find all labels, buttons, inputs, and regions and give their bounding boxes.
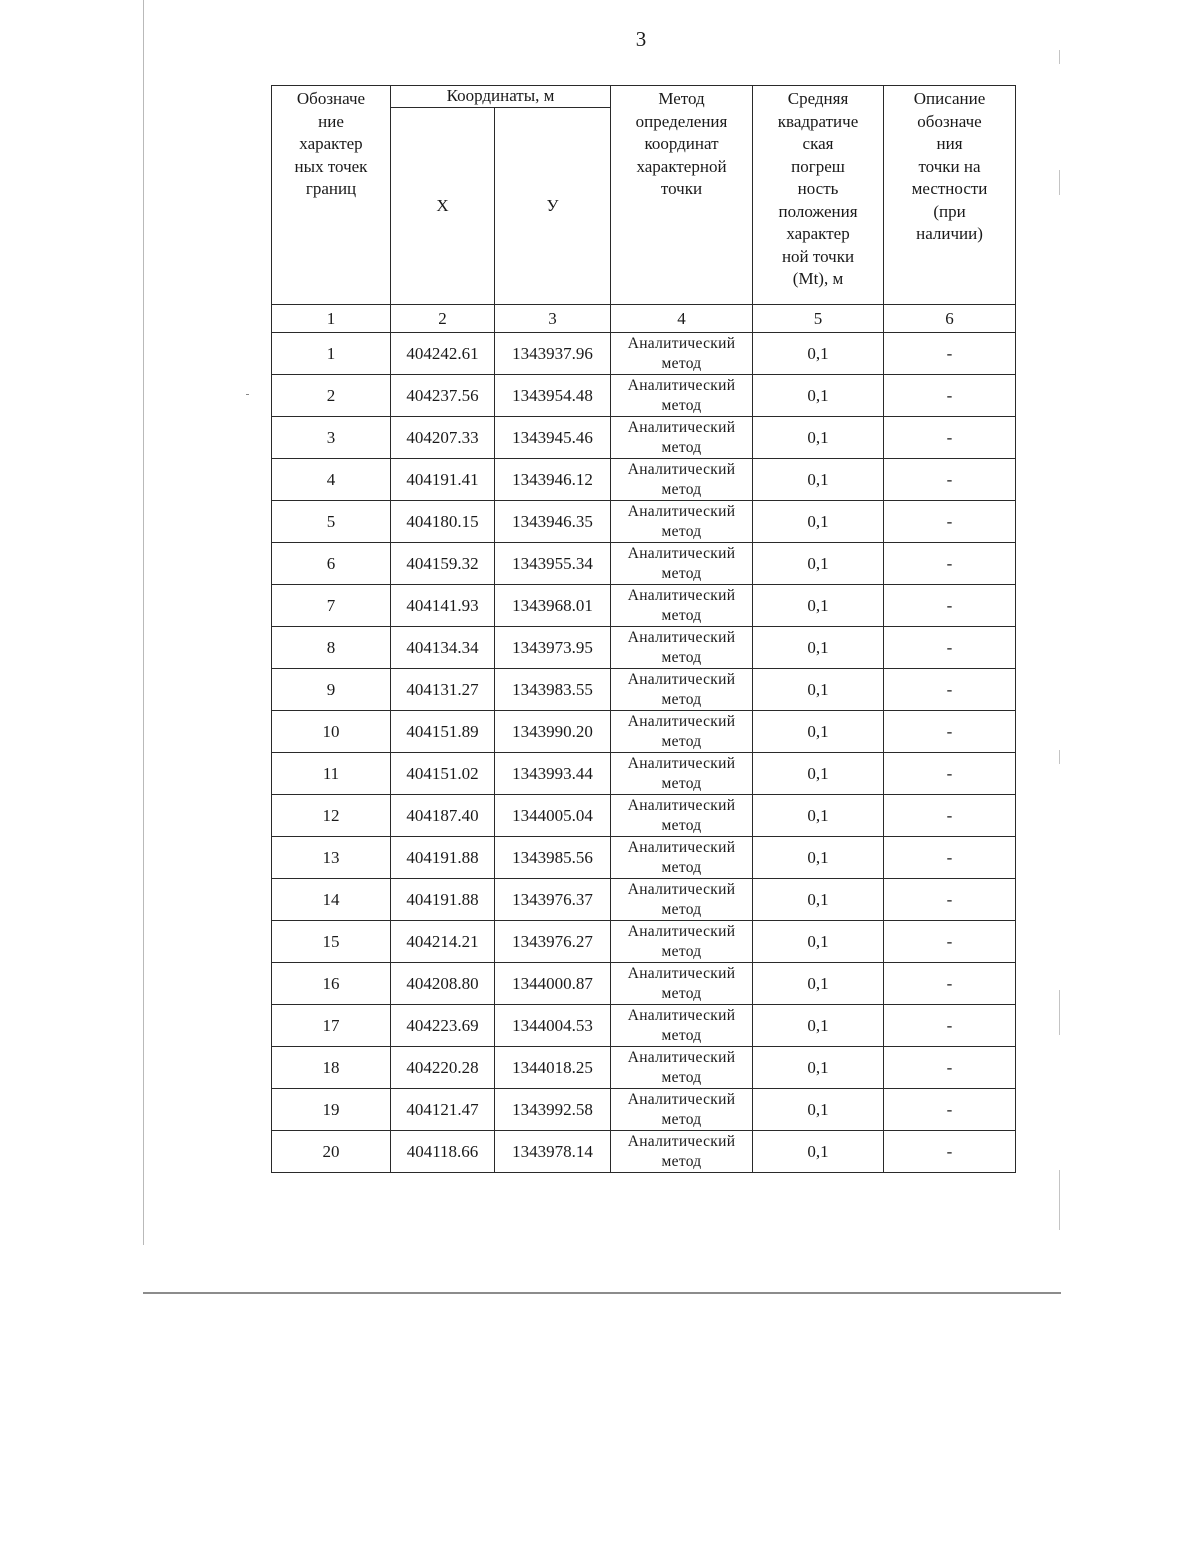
- cell-method: Аналитический метод: [611, 1005, 753, 1047]
- cell-point-number: 17: [272, 1005, 391, 1047]
- cell-x-coordinate: 404214.21: [391, 921, 495, 963]
- header-point-description: Описание обозначе ния точки на местности (при наличии): [884, 86, 1016, 305]
- scan-edge-right-mark: [1059, 50, 1060, 64]
- cell-method: Аналитический метод: [611, 879, 753, 921]
- cell-method: Аналитический метод: [611, 1047, 753, 1089]
- cell-point-number: 2: [272, 375, 391, 417]
- cell-method: Аналитический метод: [611, 1131, 753, 1173]
- table-row: [272, 375, 1016, 417]
- cell-mean-square-error: 0,1: [753, 711, 884, 753]
- cell-method: Аналитический метод: [611, 795, 753, 837]
- cell-y-coordinate: 1343945.46: [495, 417, 611, 459]
- cell-y-coordinate: 1343985.56: [495, 837, 611, 879]
- cell-y-coordinate: 1343993.44: [495, 753, 611, 795]
- column-number-row: [272, 305, 1016, 333]
- cell-point-number: 1: [272, 333, 391, 375]
- cell-x-coordinate: 404121.47: [391, 1089, 495, 1131]
- scan-edge-right-mark: [1059, 750, 1060, 764]
- coordinates-table: [271, 85, 1016, 1173]
- cell-description: -: [884, 669, 1016, 711]
- cell-point-number: 12: [272, 795, 391, 837]
- table-row: [272, 1089, 1016, 1131]
- cell-x-coordinate: 404141.93: [391, 585, 495, 627]
- cell-method: Аналитический метод: [611, 585, 753, 627]
- column-number: 2: [391, 305, 495, 333]
- cell-y-coordinate: 1343946.35: [495, 501, 611, 543]
- cell-y-coordinate: 1343968.01: [495, 585, 611, 627]
- cell-x-coordinate: 404191.41: [391, 459, 495, 501]
- cell-description: -: [884, 417, 1016, 459]
- table-row: [272, 417, 1016, 459]
- cell-mean-square-error: 0,1: [753, 837, 884, 879]
- cell-y-coordinate: 1343990.20: [495, 711, 611, 753]
- table-row: [272, 627, 1016, 669]
- cell-y-coordinate: 1343978.14: [495, 1131, 611, 1173]
- header-x: Х: [391, 108, 495, 305]
- cell-method: Аналитический метод: [611, 417, 753, 459]
- cell-mean-square-error: 0,1: [753, 879, 884, 921]
- cell-mean-square-error: 0,1: [753, 1005, 884, 1047]
- cell-mean-square-error: 0,1: [753, 669, 884, 711]
- cell-point-number: 11: [272, 753, 391, 795]
- cell-description: -: [884, 921, 1016, 963]
- scan-edge-right-mark: [1059, 170, 1060, 195]
- cell-point-number: 3: [272, 417, 391, 459]
- table-row: [272, 711, 1016, 753]
- cell-mean-square-error: 0,1: [753, 921, 884, 963]
- cell-method: Аналитический метод: [611, 711, 753, 753]
- cell-x-coordinate: 404187.40: [391, 795, 495, 837]
- cell-point-number: 7: [272, 585, 391, 627]
- cell-point-number: 19: [272, 1089, 391, 1131]
- cell-x-coordinate: 404223.69: [391, 1005, 495, 1047]
- cell-x-coordinate: 404118.66: [391, 1131, 495, 1173]
- cell-x-coordinate: 404220.28: [391, 1047, 495, 1089]
- cell-y-coordinate: 1344004.53: [495, 1005, 611, 1047]
- cell-x-coordinate: 404180.15: [391, 501, 495, 543]
- cell-description: -: [884, 753, 1016, 795]
- scan-edge-right-mark: [1059, 1170, 1060, 1230]
- cell-mean-square-error: 0,1: [753, 963, 884, 1005]
- cell-mean-square-error: 0,1: [753, 1047, 884, 1089]
- cell-description: -: [884, 501, 1016, 543]
- header-mean-square-error: Средняя квадратиче ская погреш ность положения характер ной точки (Mt), м: [753, 86, 884, 305]
- table-row: [272, 1131, 1016, 1173]
- cell-point-number: 13: [272, 837, 391, 879]
- cell-point-number: 20: [272, 1131, 391, 1173]
- cell-description: -: [884, 879, 1016, 921]
- page-number: 3: [635, 27, 647, 51]
- header-y: У: [495, 108, 611, 305]
- cell-mean-square-error: 0,1: [753, 333, 884, 375]
- cell-method: Аналитический метод: [611, 669, 753, 711]
- cell-point-number: 10: [272, 711, 391, 753]
- cell-y-coordinate: 1343992.58: [495, 1089, 611, 1131]
- column-number: 3: [495, 305, 611, 333]
- cell-description: -: [884, 711, 1016, 753]
- table-row: [272, 585, 1016, 627]
- table-row: [272, 1047, 1016, 1089]
- cell-y-coordinate: 1343976.37: [495, 879, 611, 921]
- cell-description: -: [884, 375, 1016, 417]
- column-number: 4: [611, 305, 753, 333]
- cell-x-coordinate: 404151.89: [391, 711, 495, 753]
- cell-mean-square-error: 0,1: [753, 1131, 884, 1173]
- cell-description: -: [884, 795, 1016, 837]
- cell-x-coordinate: 404191.88: [391, 837, 495, 879]
- cell-mean-square-error: 0,1: [753, 627, 884, 669]
- cell-point-number: 14: [272, 879, 391, 921]
- cell-method: Аналитический метод: [611, 963, 753, 1005]
- cell-x-coordinate: 404134.34: [391, 627, 495, 669]
- cell-point-number: 4: [272, 459, 391, 501]
- cell-method: Аналитический метод: [611, 375, 753, 417]
- column-number: 6: [884, 305, 1016, 333]
- scan-speck: [246, 394, 249, 395]
- cell-x-coordinate: 404191.88: [391, 879, 495, 921]
- column-number: 5: [753, 305, 884, 333]
- cell-y-coordinate: 1343955.34: [495, 543, 611, 585]
- table-row: [272, 1005, 1016, 1047]
- cell-x-coordinate: 404159.32: [391, 543, 495, 585]
- cell-y-coordinate: 1343976.27: [495, 921, 611, 963]
- cell-point-number: 15: [272, 921, 391, 963]
- table-row: [272, 837, 1016, 879]
- cell-point-number: 6: [272, 543, 391, 585]
- table-row: [272, 333, 1016, 375]
- scan-edge-bottom: [143, 1292, 1061, 1294]
- cell-mean-square-error: 0,1: [753, 585, 884, 627]
- table-row: [272, 669, 1016, 711]
- cell-point-number: 18: [272, 1047, 391, 1089]
- cell-x-coordinate: 404151.02: [391, 753, 495, 795]
- cell-method: Аналитический метод: [611, 627, 753, 669]
- scan-edge-left: [143, 0, 144, 1245]
- cell-y-coordinate: 1344005.04: [495, 795, 611, 837]
- cell-description: -: [884, 1005, 1016, 1047]
- cell-x-coordinate: 404131.27: [391, 669, 495, 711]
- table-row: [272, 879, 1016, 921]
- cell-description: -: [884, 1131, 1016, 1173]
- cell-y-coordinate: 1343973.95: [495, 627, 611, 669]
- cell-x-coordinate: 404242.61: [391, 333, 495, 375]
- cell-y-coordinate: 1343946.12: [495, 459, 611, 501]
- cell-method: Аналитический метод: [611, 333, 753, 375]
- header-point-designation: Обозначе ние характер ных точек границ: [272, 86, 391, 305]
- table-row: [272, 795, 1016, 837]
- cell-mean-square-error: 0,1: [753, 1089, 884, 1131]
- cell-mean-square-error: 0,1: [753, 375, 884, 417]
- column-number: 1: [272, 305, 391, 333]
- scan-edge-right-mark: [1059, 990, 1060, 1035]
- table-row: [272, 501, 1016, 543]
- cell-method: Аналитический метод: [611, 459, 753, 501]
- cell-description: -: [884, 837, 1016, 879]
- cell-method: Аналитический метод: [611, 1089, 753, 1131]
- table-row: [272, 921, 1016, 963]
- cell-description: -: [884, 585, 1016, 627]
- cell-description: -: [884, 963, 1016, 1005]
- cell-mean-square-error: 0,1: [753, 543, 884, 585]
- cell-mean-square-error: 0,1: [753, 753, 884, 795]
- cell-mean-square-error: 0,1: [753, 501, 884, 543]
- cell-x-coordinate: 404207.33: [391, 417, 495, 459]
- cell-method: Аналитический метод: [611, 921, 753, 963]
- cell-method: Аналитический метод: [611, 837, 753, 879]
- cell-mean-square-error: 0,1: [753, 795, 884, 837]
- cell-description: -: [884, 459, 1016, 501]
- cell-x-coordinate: 404237.56: [391, 375, 495, 417]
- cell-mean-square-error: 0,1: [753, 459, 884, 501]
- table-body: [272, 333, 1016, 1173]
- cell-point-number: 8: [272, 627, 391, 669]
- cell-method: Аналитический метод: [611, 543, 753, 585]
- cell-description: -: [884, 333, 1016, 375]
- table-row: [272, 543, 1016, 585]
- cell-y-coordinate: 1343983.55: [495, 669, 611, 711]
- cell-y-coordinate: 1343954.48: [495, 375, 611, 417]
- cell-y-coordinate: 1343937.96: [495, 333, 611, 375]
- table-row: [272, 963, 1016, 1005]
- cell-description: -: [884, 1047, 1016, 1089]
- cell-description: -: [884, 1089, 1016, 1131]
- header-method: Метод определения координат характерной точки: [611, 86, 753, 305]
- header-coordinates: Координаты, м: [391, 86, 611, 108]
- cell-point-number: 9: [272, 669, 391, 711]
- cell-point-number: 5: [272, 501, 391, 543]
- cell-method: Аналитический метод: [611, 753, 753, 795]
- cell-y-coordinate: 1344000.87: [495, 963, 611, 1005]
- cell-description: -: [884, 543, 1016, 585]
- cell-x-coordinate: 404208.80: [391, 963, 495, 1005]
- table-row: [272, 459, 1016, 501]
- cell-description: -: [884, 627, 1016, 669]
- cell-y-coordinate: 1344018.25: [495, 1047, 611, 1089]
- table-row: [272, 753, 1016, 795]
- cell-point-number: 16: [272, 963, 391, 1005]
- cell-method: Аналитический метод: [611, 501, 753, 543]
- cell-mean-square-error: 0,1: [753, 417, 884, 459]
